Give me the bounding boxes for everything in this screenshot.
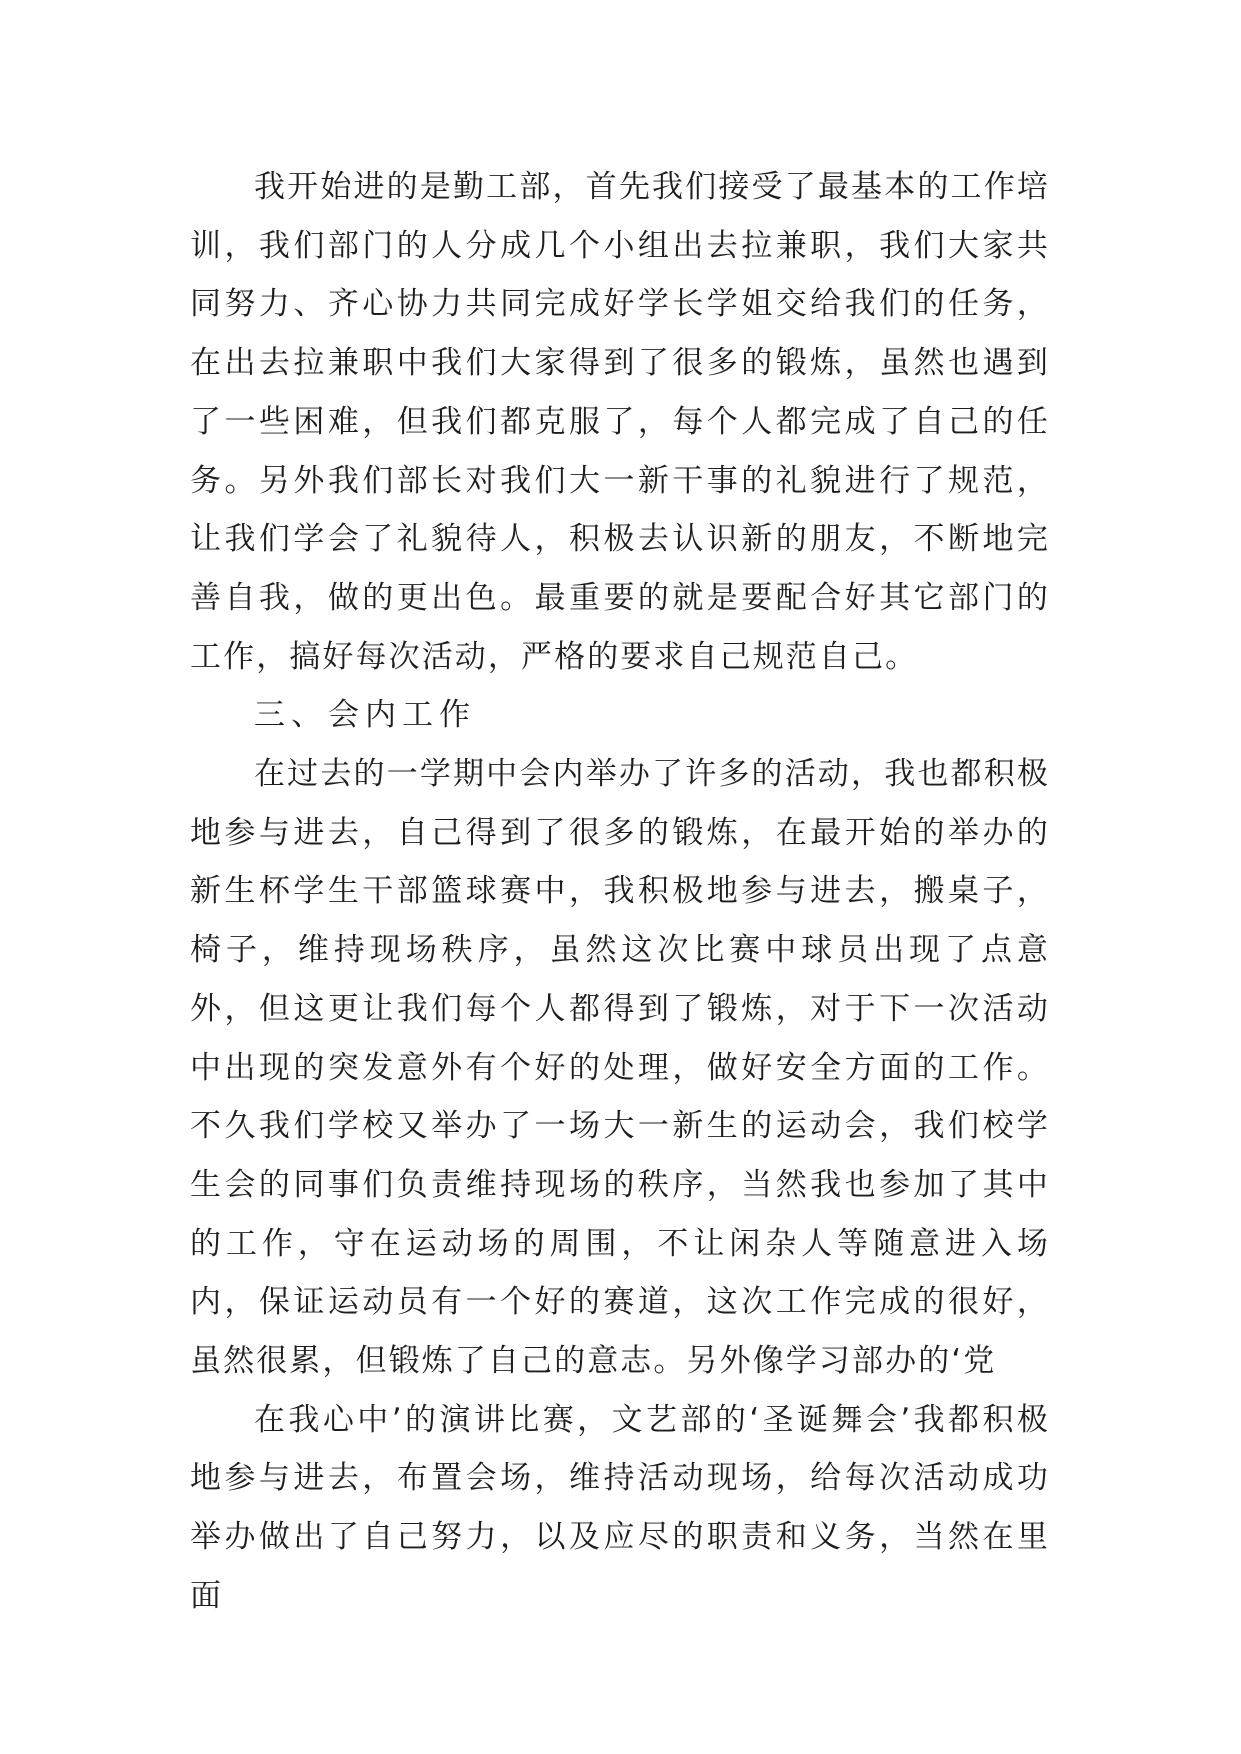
paragraph-work-study-department: 我开始进的是勤工部，首先我们接受了最基本的工作培训，我们部门的人分成几个小组出去拉兼职，我们大家共同努力、齐心协力共同完成好学长学姐交给我们的任务，在出去拉兼职中我们大家得到了很多的锻炼，虽然也遇到了一些困难，但我们都克服了，每个人都完成了自己的任务。另外我们部长对我们大一新干事的礼貌进行了规范，让我们学会了礼貌待人，积极去认识新的朋友，不断地完善自我，做的更出色。最重要的就是要配合好其它部门的工作，搞好每次活动，严格的要求自己规范自己。 bbox=[190, 169, 1050, 675]
paragraph-internal-activities: 在过去的一学期中会内举办了许多的活动，我也都积极地参与进去，自己得到了很多的锻炼，在最开始的举办的新生杯学生干部篮球赛中，我积极地参与进去，搬桌子，椅子，维持现场秩序，虽然这次比赛中球员出现了点意外，但这更让我们每个人都得到了锻炼，对于下一次活动中出现的突发意外有个好的处理，做好安全方面的工作。不久我们学校又举办了一场大一新生的运动会，我们校学生会的同事们负责维持现场的秩序，当然我也参加了其中的工作，守在运动场的周围，不让闲杂人等随意进入场内，保证运动员有一个好的赛道，这次工作完成的很好，虽然很累，但锻炼了自己的意志。另外像学习部办的‘党 bbox=[190, 756, 1050, 1380]
paragraph-speech-and-dance-events: 在我心中’的演讲比赛，文艺部的‘圣诞舞会’我都积极地参与进去，布置会场，维持活动现场，给每次活动成功举办做出了自己努力，以及应尽的职责和义务，当然在里面 bbox=[190, 1401, 1050, 1614]
section-heading-internal-work: 三、会内工作 bbox=[254, 697, 476, 734]
document-body bbox=[190, 158, 1050, 1626]
